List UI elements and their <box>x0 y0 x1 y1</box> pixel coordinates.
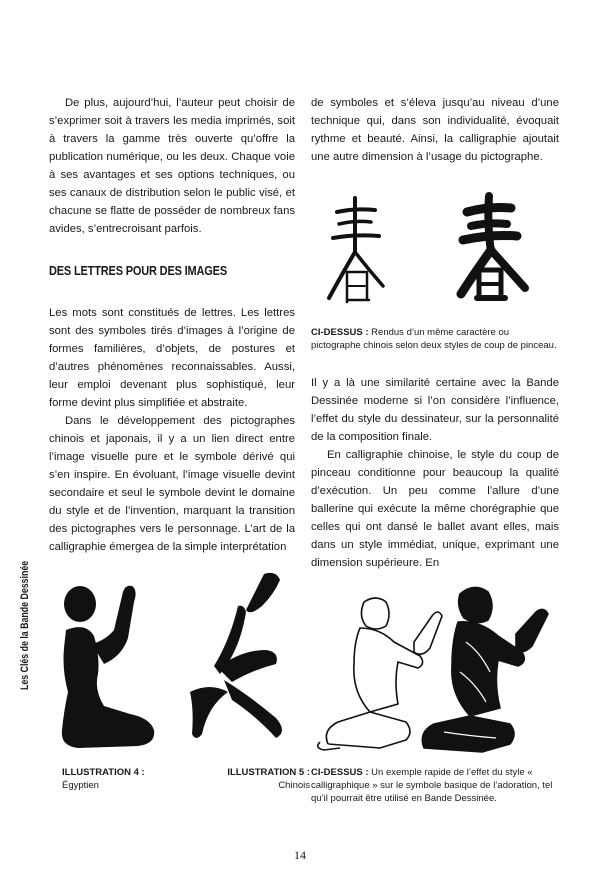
left-column <box>49 94 295 238</box>
paragraph-letters: Les mots sont constitués de lettres. Les lettres sont des symboles tirés d’images à l’origine de formes familières, d’objets, de postures et d’autres phénomènes reconnaissables. Aussi, leur emploi devenant plus sophistiqué, leur forme devint plus simplifiée et abstraite. <box>49 307 295 409</box>
character-bold-brush <box>461 196 525 298</box>
caption-adoration <box>311 766 563 805</box>
calligraphy-characters-figure <box>311 190 561 310</box>
kneeling-praying-figures <box>310 572 560 762</box>
paragraph-brush-style: En calligraphie chinoise, le style du coup de pinceau conditionne pour beaucoup la qualité d’exécution. Un peu comme l’allure d’une ballerine qui exécute la même chorégraphie que celles qui ont dansé le ballet avant elles, mais dans un style immédiat, unique, exprimant une dimension supérieure. En <box>311 449 559 569</box>
caption-bottom-text: Un exemple rapide de l’effet du style « calligraphique » sur le symbole basique de l’adoration, tel qu’il pourrait être utilisé en Bande Dessinée. <box>311 767 553 804</box>
caption-illustration-4 <box>62 766 192 792</box>
sidebar-book-title: Les Clés de la Bande Dessinée <box>19 560 31 690</box>
caption-illustration-5 <box>190 766 310 792</box>
section-heading: DES LETTRES POUR DES IMAGES <box>49 264 228 278</box>
caption-bottom-label: CI-DESSUS : <box>311 767 369 778</box>
right-column-bottom <box>311 374 559 572</box>
paragraph-intro: De plus, aujourd’hui, l’auteur peut choisir de s’exprimer soit à travers les media imprimés, soit à travers la gamme très ouverte qu’offre la publication numérique, ou les deux. Chaque voie à ses avantages et ses options techniques, ou ses canaux de distribution selon le public visé, et chacune se flatte de posséder de nombreux fans avides, s’entrecroisant parfois. <box>49 97 295 235</box>
caption-label: CI-DESSUS : <box>311 327 369 338</box>
paragraph-pictographs: Dans le développement des pictographes chinois et japonais, il y a un lien direct entre l’image visuelle pure et le symbole dérivé qui s’en inspire. En évoluant, l’image visuelle devint secondaire et seul le symbole devint le domaine du style et de l’invention, marquant la transition des pictographes vers le personnage. L’art de la calligraphie émergea de la simple interprétation <box>49 415 295 553</box>
egyptian-adoration-figure <box>52 574 162 764</box>
page-number: 14 <box>294 848 306 862</box>
caption-characters <box>311 326 559 352</box>
caption-text: Rendus d’un même caractère ou pictographe chinois selon deux styles de coup de pinceau. <box>311 327 557 351</box>
illustration-4-text: Égyptien <box>62 780 99 791</box>
character-thin-brush <box>329 198 383 302</box>
paragraph-similarity: Il y a là une similarité certaine avec la Bande Dessinée moderne si l’on considère l’influence, l’effet du style du dessinateur, sur la personnalité de la composition finale. <box>311 377 559 443</box>
illustration-5-label: ILLUSTRATION 5 : <box>227 767 310 778</box>
paragraph-symbols: de symboles et s’éleva jusqu’au niveau d’une technique qui, dans son individualité, évoquait rythme et beauté. Ainsi, la calligraphie ajoutait une autre dimension à l’usage du pictographe. <box>311 97 559 163</box>
kneeling-figure-left <box>318 598 442 750</box>
left-column-body <box>49 304 295 556</box>
illustration-5-text: Chinois <box>278 780 310 791</box>
kneeling-figure-right <box>422 587 548 752</box>
illustration-4-label: ILLUSTRATION 4 : <box>62 767 145 778</box>
chinese-adoration-symbol <box>180 566 300 756</box>
right-column-top <box>311 94 559 166</box>
